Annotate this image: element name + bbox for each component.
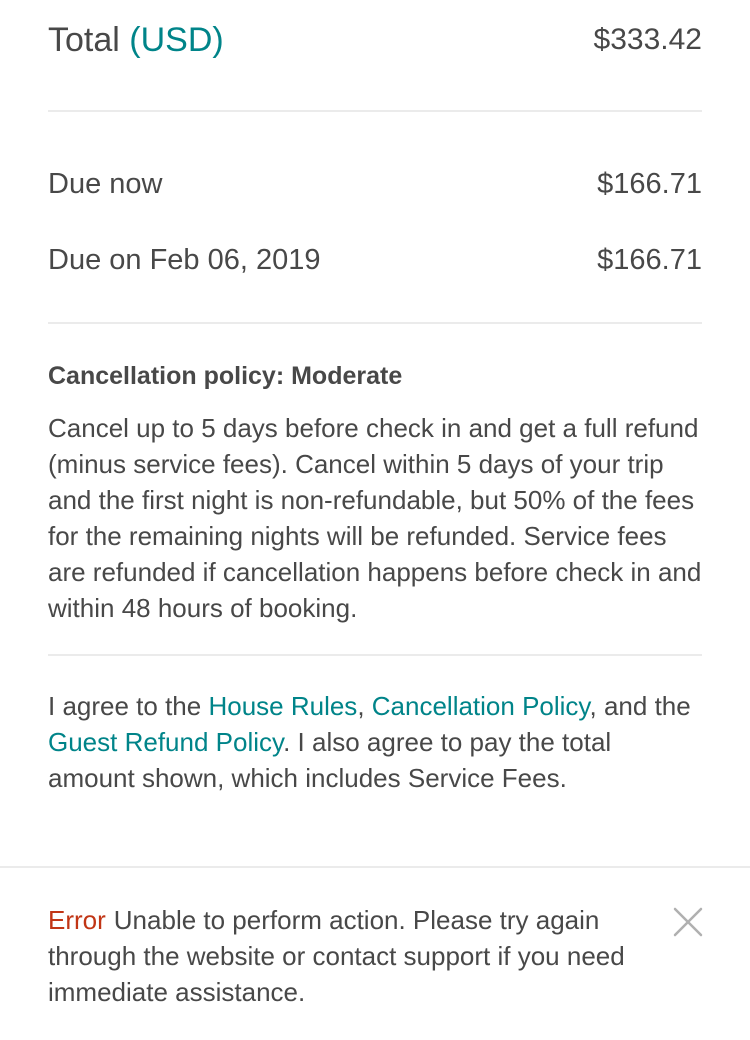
agreement-prefix: I agree to the — [48, 691, 209, 721]
agreement-sep2: , and the — [589, 691, 691, 721]
error-label: Error — [48, 905, 106, 935]
due-later-amount: $166.71 — [597, 243, 702, 276]
total-amount: $333.42 — [593, 23, 702, 56]
agreement-text — [48, 688, 702, 796]
house-rules-link[interactable]: House Rules — [208, 691, 358, 721]
cancellation-policy-text: Cancel up to 5 days before check in and get a full refund (minus service fees). Cancel within 5 days of your trip and the first night is non-refundable, but 50% of the fees for the remaining nights will be refunded. Service fees are refunded if cancellation happens before check in and within 48 hours of booking. — [48, 413, 702, 623]
due-now-row — [48, 146, 702, 222]
cancellation-policy-link[interactable]: Cancellation Policy — [371, 691, 590, 721]
close-error-button[interactable] — [670, 904, 706, 940]
due-now-label: Due now — [48, 167, 163, 200]
agreement-suffix: . I also agree to pay the total amount shown, which includes Service Fees. — [48, 727, 612, 793]
summary-content — [48, 0, 702, 796]
total-label — [48, 21, 224, 60]
cancellation-policy-title: Cancellation policy: Moderate — [48, 362, 403, 390]
due-later-label: Due on Feb 06, 2019 — [48, 243, 321, 276]
due-later-row — [48, 222, 702, 298]
due-now-amount: $166.71 — [597, 167, 702, 200]
error-message: Unable to perform action. Please try again through the website or contact support if you need immediate assistance. — [48, 905, 625, 1007]
error-text — [48, 902, 658, 1010]
divider — [48, 654, 702, 656]
payment-schedule — [48, 112, 702, 322]
agreement-sep1: , — [357, 691, 372, 721]
guest-refund-policy-link[interactable]: Guest Refund Policy — [48, 727, 284, 757]
currency-selector[interactable]: (USD) — [129, 20, 224, 59]
divider — [48, 322, 702, 324]
total-text: Total — [48, 20, 120, 59]
close-icon — [670, 904, 706, 940]
error-banner — [0, 866, 750, 1040]
total-row — [48, 0, 702, 84]
